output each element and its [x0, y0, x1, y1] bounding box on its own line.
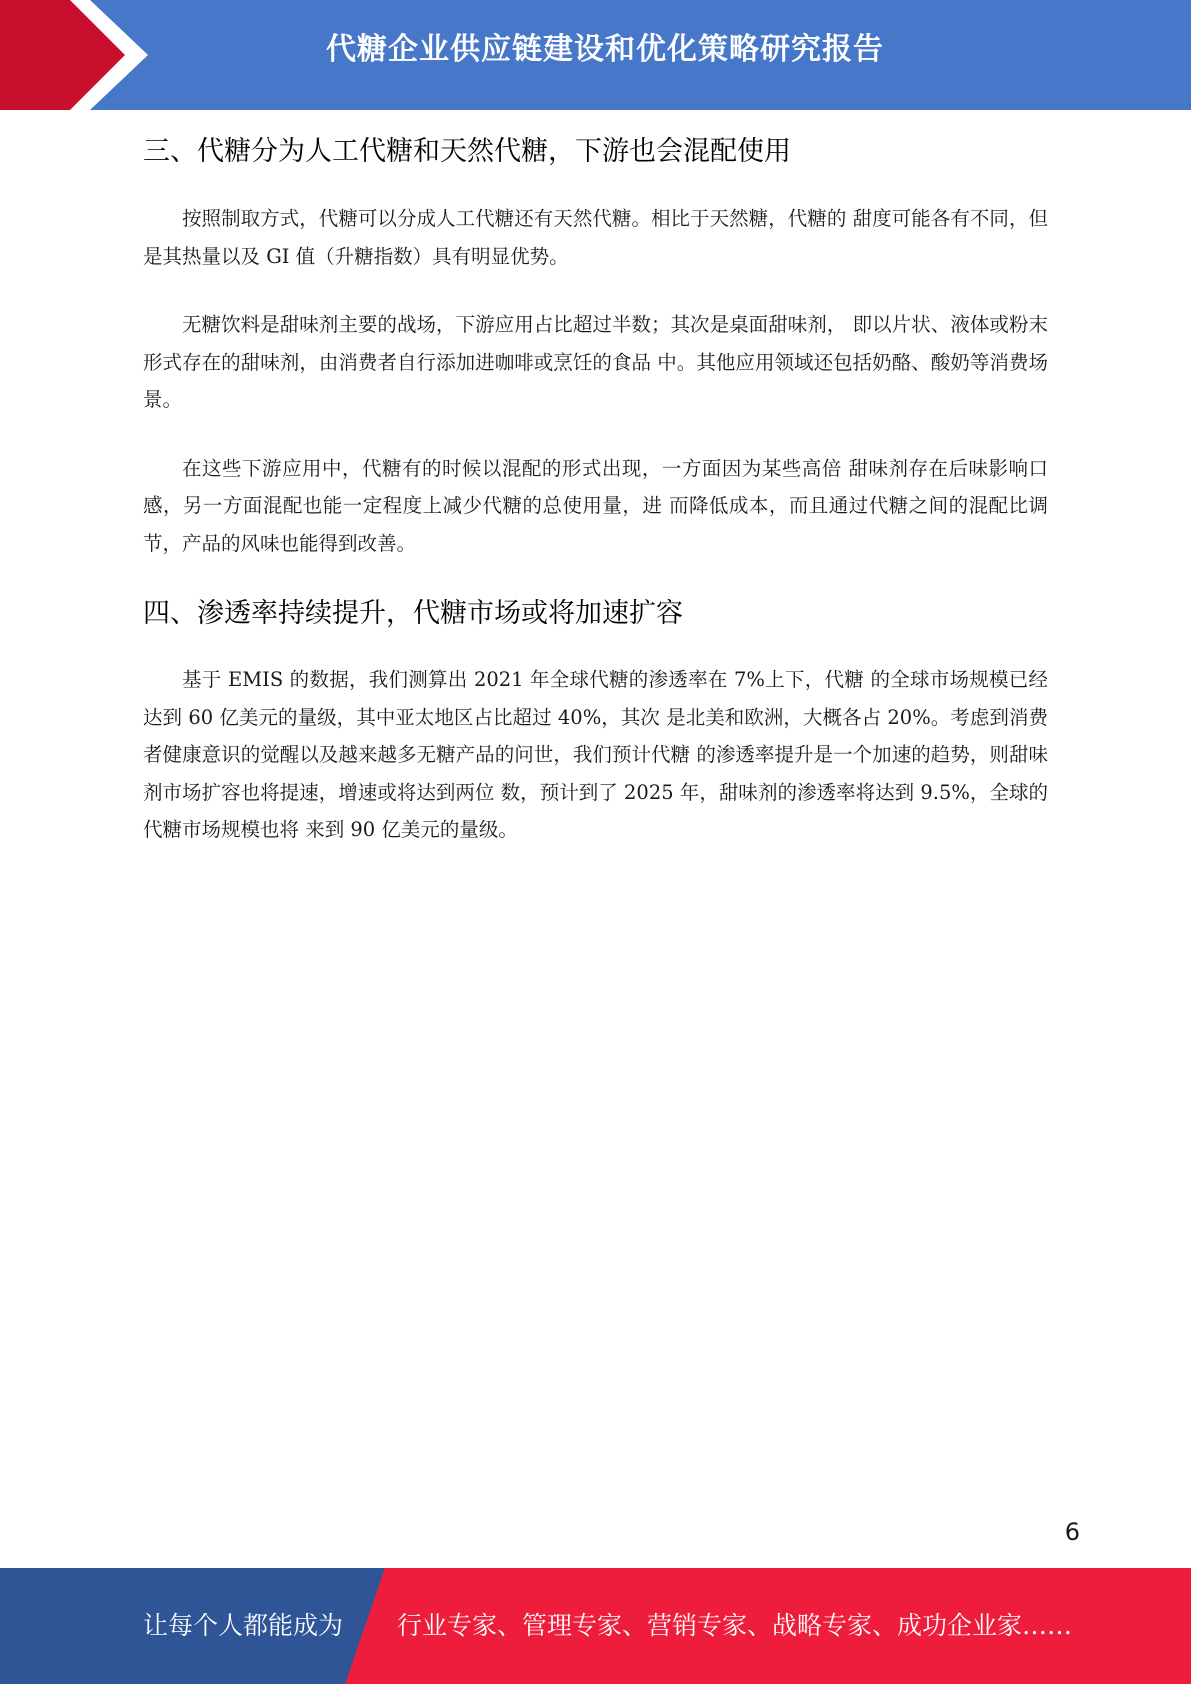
paragraph: 按照制取方式，代糖可以分成人工代糖还有天然代糖。相比于天然糖，代糖的 甜度可能各有不同，但是其热量以及 GI 值（升糖指数）具有明显优势。 — [143, 207, 1048, 268]
paragraph: 无糖饮料是甜味剂主要的战场，下游应用占比超过半数；其次是桌面甜味剂， 即以片状、液体或粉末形式存在的甜味剂，由消费者自行添加进咖啡或烹饪的食品 中。其他应用领域还包括奶酪、酸奶等消费场景。 — [143, 313, 1048, 411]
paragraph: 基于 EMIS 的数据，我们测算出 2021 年全球代糖的渗透率在 7%上下，代糖 的全球市场规模已经达到 60 亿美元的量级，其中亚太地区占比超过 40%，其次 是北美和欧洲，大概各占 20%。考虑到消费者健康意识的觉醒以及越来越多无糖产品的问世，我们预计代糖 的渗透率提升是一个加速的趋势，则甜味剂市场扩容也将提速，增速或将达到两位 数，预计到了 2025 年，甜味剂的渗透率将达到 9.5%，全球的代糖市场规模也将 来到 90 亿美元的量级。 — [143, 668, 1048, 841]
page-number: 6 — [1064, 1518, 1080, 1546]
header-band — [0, 0, 1191, 110]
footer-slogan-left: 让每个人都能成为 — [143, 1611, 344, 1640]
paragraph: 在这些下游应用中，代糖有的时候以混配的形式出现，一方面因为某些高倍 甜味剂存在后味影响口感，另一方面混配也能一定程度上减少代糖的总使用量，进 而降低成本，而且通过代糖之间的混配比调节，产品的风味也能得到改善。 — [143, 456, 1048, 555]
section-heading-3: 三、代糖分为人工代糖和天然代糖，下游也会混配使用 — [143, 136, 791, 167]
page-content — [143, 120, 1048, 849]
section-heading-4: 四、渗透率持续提升，代糖市场或将加速扩容 — [143, 598, 683, 629]
report-title: 代糖企业供应链建设和优化策略研究报告 — [326, 32, 884, 67]
footer-slogan-right: 行业专家、管理专家、营销专家、战略专家、成功企业家…… — [397, 1611, 1073, 1640]
footer-band — [0, 1568, 1191, 1684]
